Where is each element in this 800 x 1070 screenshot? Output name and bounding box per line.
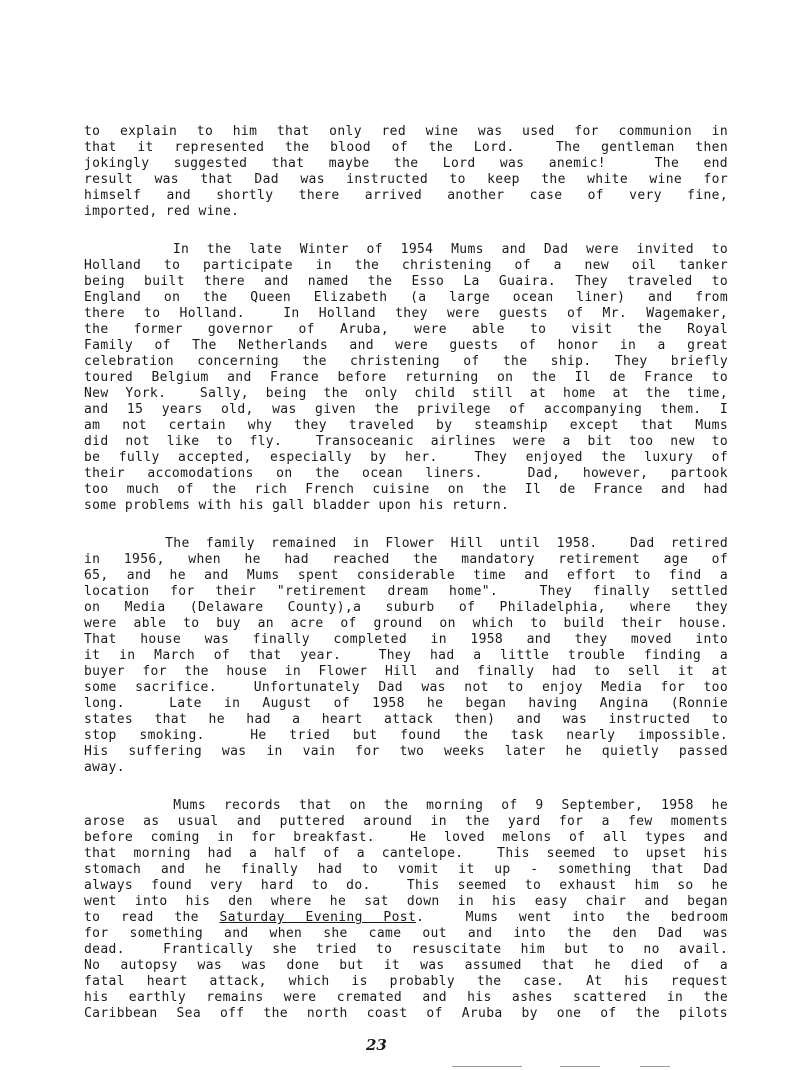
text-line: their accomodations on the ocean liners. Dad, however, partook (84, 466, 728, 481)
text-line: dead. Frantically she tried to resuscitate him but to no avail. (84, 942, 728, 957)
scan-artifact (560, 1066, 600, 1067)
text-line: No autopsy was was done but it was assumed that he died of a (84, 958, 728, 973)
text-line: there to Holland. In Holland they were guests of Mr. Wagemaker, (84, 306, 728, 321)
text-line: fatal heart attack, which is probably the case. At his request (84, 974, 728, 989)
text-line: Mums records that on the morning of 9 September, 1958 he (84, 798, 728, 813)
text-line: in 1956, when he had reached the mandatory retirement age of (84, 552, 728, 567)
text-line: toured Belgium and France before returning on the Il de France to (84, 370, 728, 385)
text-line: on Media (Delaware County),a suburb of Philadelphia, where they (84, 600, 728, 615)
text-line: New York. Sally, being the only child still at home at the time, (84, 386, 728, 401)
text-line: went into his den where he sat down in his easy chair and began (84, 894, 728, 909)
body-text (84, 124, 728, 1022)
text-line: In the late Winter of 1954 Mums and Dad were invited to (84, 242, 728, 257)
text-line: the former governor of Aruba, were able to visit the Royal (84, 322, 728, 337)
text-line: some sacrifice. Unfortunately Dad was not to enjoy Media for too (84, 680, 728, 695)
text-line: Family of The Netherlands and were guests of honor in a great (84, 338, 728, 353)
text-line: always found very hard to do. This seemed to exhaust him so he (84, 878, 728, 893)
text-line: Holland to participate in the christening of a new oil tanker (84, 258, 728, 273)
text-line: and 15 years old, was given the privilege of accompanying them. I (84, 402, 728, 417)
scan-artifact (452, 1066, 522, 1067)
paragraph-wine (84, 124, 728, 220)
underlined-title: Saturday Evening Post (219, 910, 417, 925)
text-line: buyer for the house in Flower Hill and finally had to sell it at (84, 664, 728, 679)
text-line-with-title (84, 910, 728, 926)
text-line: be fully accepted, especially by her. They enjoyed the luxury of (84, 450, 728, 465)
text-line: England on the Queen Elizabeth (a large ocean liner) and from (84, 290, 728, 305)
text-line: jokingly suggested that maybe the Lord was anemic! The end (84, 156, 728, 171)
text-line: result was that Dad was instructed to keep the white wine for (84, 172, 728, 187)
text-line: himself and shortly there arrived another case of very fine, (84, 188, 728, 203)
text-line: stop smoking. He tried but found the task nearly impossible. (84, 728, 728, 743)
text-line: for something and when she came out and into the den Dad was (84, 926, 728, 941)
text-line: states that he had a heart attack then) and was instructed to (84, 712, 728, 727)
paragraph-holland (84, 242, 728, 514)
text-line: his earthly remains were cremated and his ashes scattered in the (84, 990, 728, 1005)
text-line: did not like to fly. Transoceanic airlines were a bit too new to (84, 434, 728, 449)
paragraph-flower-hill (84, 536, 728, 776)
text-line: that it represented the blood of the Lord. The gentleman then (84, 140, 728, 155)
text-line: too much of the rich French cuisine on the Il de France and had (84, 482, 728, 497)
text-line: before coming in for breakfast. He loved melons of all types and (84, 830, 728, 845)
paragraph-september (84, 798, 728, 1022)
text-line: Caribbean Sea off the north coast of Aruba by one of the pilots (84, 1006, 728, 1021)
text-line: The family remained in Flower Hill until 1958. Dad retired (84, 536, 728, 551)
text-line: to explain to him that only red wine was used for communion in (84, 124, 728, 139)
text-line: being built there and named the Esso La Guaira. They traveled to (84, 274, 728, 289)
text-line: it in March of that year. They had a little trouble finding a (84, 648, 728, 663)
text-line: am not certain why they traveled by steamship except that Mums (84, 418, 728, 433)
text-fragment: . Mums went into the bedroom (416, 910, 728, 925)
text-line: imported, red wine. (84, 204, 240, 219)
text-line: arose as usual and puttered around in the yard for a few moments (84, 814, 728, 829)
text-line: long. Late in August of 1958 he began having Angina (Ronnie (84, 696, 728, 711)
text-line: stomach and he finally had to vomit it up - something that Dad (84, 862, 728, 877)
text-line: that morning had a half of a cantelope. This seemed to upset his (84, 846, 728, 861)
text-line: some problems with his gall bladder upon his return. (84, 498, 510, 513)
page-number: 23 (366, 1036, 387, 1054)
text-line: 65, and he and Mums spent considerable time and effort to find a (84, 568, 728, 583)
text-line: were able to buy an acre of ground on which to build their house. (84, 616, 728, 631)
text-line: away. (84, 760, 125, 775)
text-line: location for their "retirement dream home". They finally settled (84, 584, 728, 599)
scan-artifact (640, 1066, 670, 1067)
text-line: That house was finally completed in 1958 and they moved into (84, 632, 728, 647)
text-line: celebration concerning the christening of the ship. They briefly (84, 354, 728, 369)
text-fragment: to read the (84, 910, 220, 925)
text-line: His suffering was in vain for two weeks later he quietly passed (84, 744, 728, 759)
